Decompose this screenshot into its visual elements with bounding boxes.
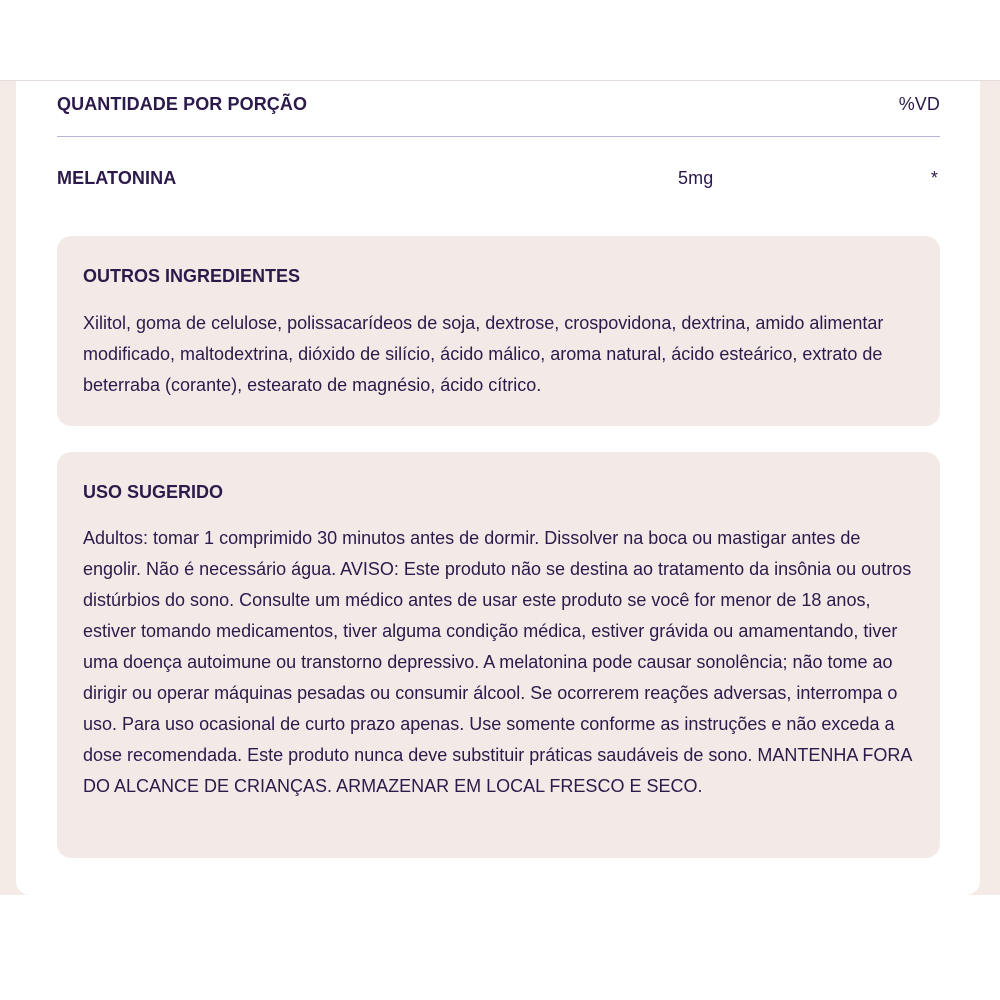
table-row [57,166,940,196]
other-ingredients-panel [57,236,940,426]
suggested-use-panel [57,452,940,858]
suggested-use-text: Adultos: tomar 1 comprimido 30 minutos antes de dormir. Dissolver na boca ou mastigar antes de engolir. Não é necessário água. AVISO: Este produto não se destina ao tratamento da insônia ou outros distúrbios do sono. Consulte um médico antes de usar este produto se você for menor de 18 anos, estiver tomando medicamentos, tiver alguma condição médica, estiver grávida ou amamentando, tiver uma doença autoimune ou transtorno depressivo. A melatonina pode causar sonolência; não tome ao dirigir ou operar máquinas pesadas ou consumir álcool. Se ocorrerem reações adversas, interrompa o uso. Para uso ocasional de curto prazo apenas. Use somente conforme as instruções e não exceda a dose recomendada. Este produto nunca deve substituir práticas saudáveis de sono. MANTENHA FORA DO ALCANCE DE CRIANÇAS. ARMAZENAR EM LOCAL FRESCO E SECO. [83,528,912,796]
suggested-use-title: USO SUGERIDO [83,482,224,502]
nutrition-table-header [57,92,940,137]
daily-value-heading: %VD [898,94,940,114]
nutrient-name: MELATONINA [57,168,177,188]
nutrient-daily-value: * [930,168,938,188]
nutrient-amount: 5mg [678,168,714,188]
other-ingredients-text: Xilitol, goma de celulose, polissacarídeos de soja, dextrose, crospovidona, dextrina, amido alimentar modificado, maltodextrina, dióxido de silício, ácido málico, aroma natural, ácido esteárico, extrato de beterraba (corante), estearato de magnésio, ácido cítrico. [83,313,884,395]
serving-amount-heading: QUANTIDADE POR PORÇÃO [57,94,308,114]
other-ingredients-title: OUTROS INGREDIENTES [83,266,301,286]
